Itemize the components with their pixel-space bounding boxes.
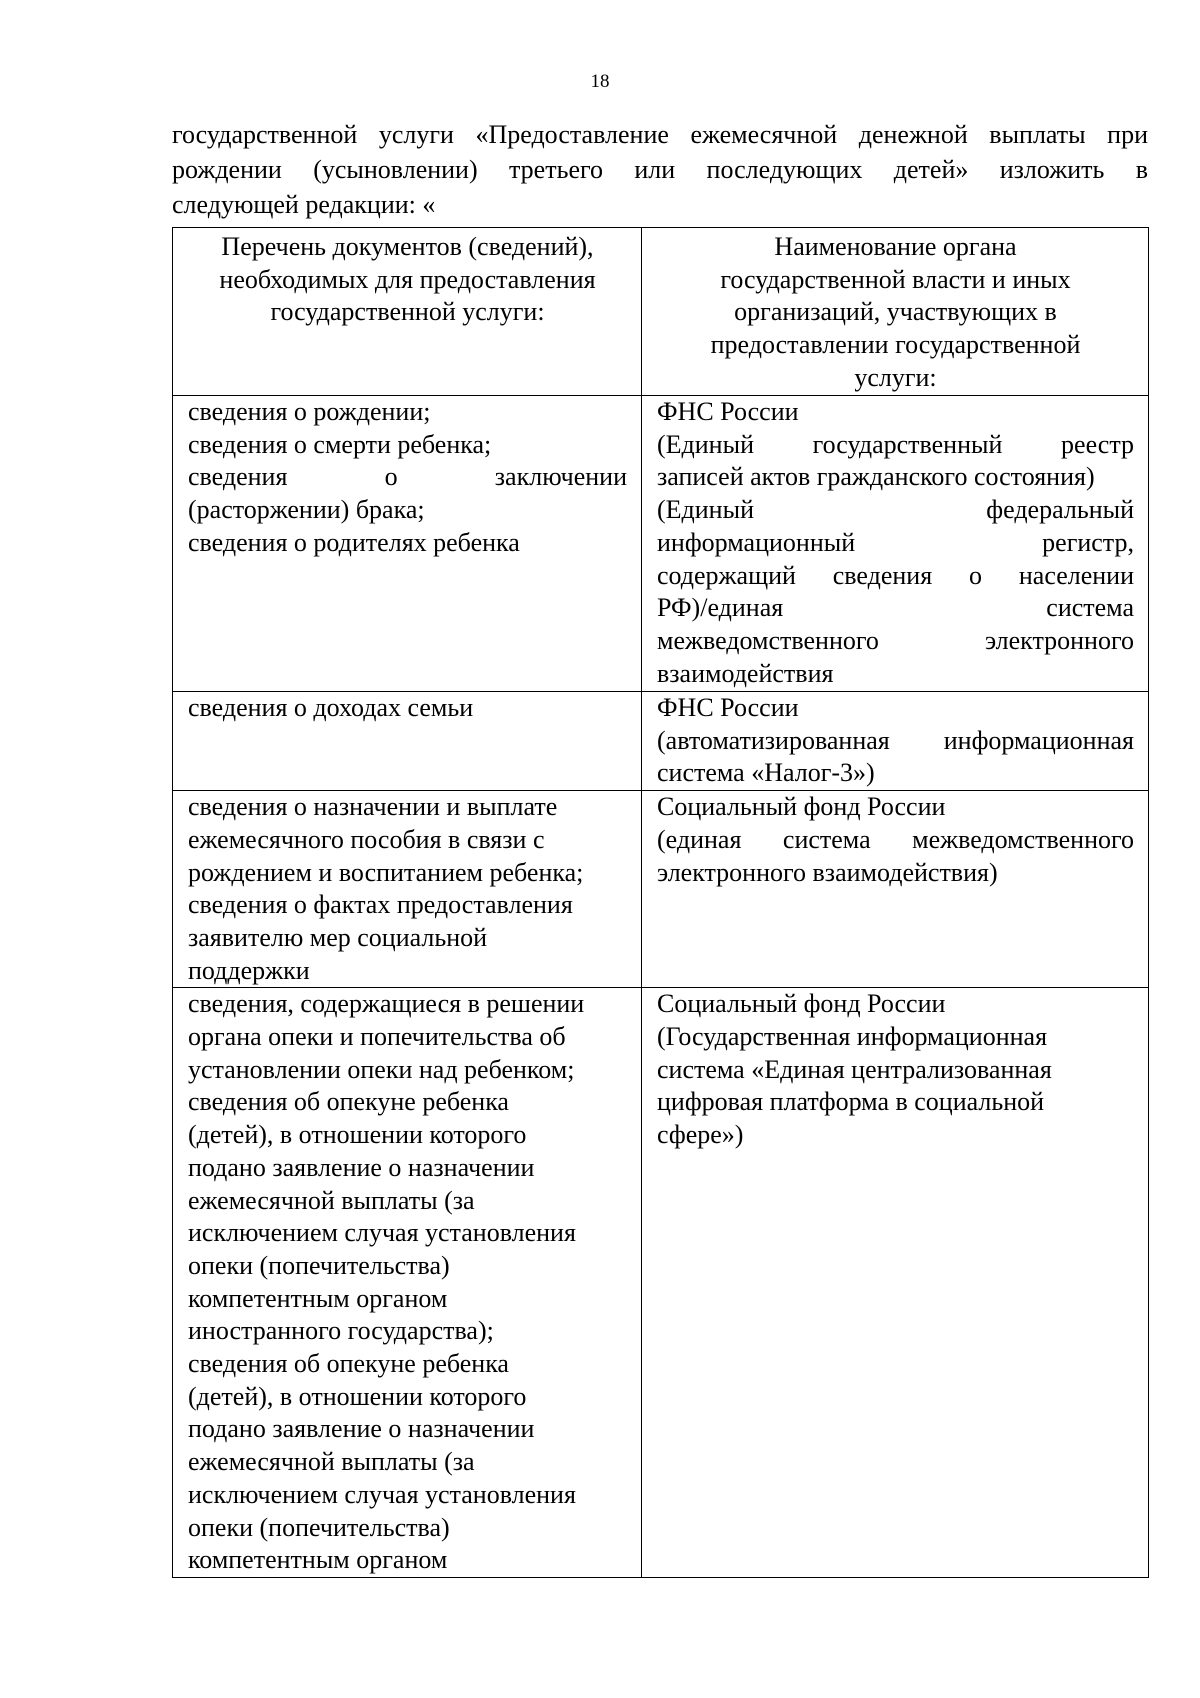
cell-line: компетентным органом: [188, 1283, 448, 1313]
cell-line: сведения о доходах семьи: [188, 693, 474, 722]
cell-line: исключением случая установления: [188, 1479, 576, 1509]
cell-line: поддержки: [188, 955, 310, 985]
cell-line: (автоматизированная информационная: [657, 725, 1134, 755]
cell-line: записей актов гражданского состояния): [657, 462, 1095, 492]
cell-line: (детей), в отношении которого: [188, 1381, 527, 1411]
header-line: услуги:: [854, 362, 937, 392]
cell-line: РФ)/единая система: [657, 593, 1134, 623]
cell-line: иностранного государства);: [188, 1316, 494, 1346]
cell-line: органа опеки и попечительства об: [188, 1022, 566, 1052]
documents-table: [172, 227, 1149, 1578]
cell-line: сведения, содержащиеся в решении: [188, 989, 585, 1019]
cell-line: опеки (попечительства): [188, 1512, 450, 1542]
cell-line: информационный регистр,: [657, 527, 1134, 557]
header-documents-list: [173, 228, 642, 396]
header-line: Наименование органа: [774, 232, 1017, 261]
cell-line: опеки (попечительства): [188, 1250, 450, 1280]
cell-line: система «Единая централизованная: [657, 1054, 1052, 1084]
cell-line: (Единый федеральный: [657, 495, 1134, 525]
cell-line: Социальный фонд России: [657, 989, 946, 1019]
table-row: [173, 791, 1149, 988]
header-line: Перечень документов (сведений),: [221, 232, 594, 261]
header-authority-name: [642, 228, 1149, 396]
table-row: [173, 396, 1149, 692]
cell-line: подано заявление о назначении: [188, 1152, 535, 1182]
cell-line: взаимодействия: [657, 658, 834, 688]
intro-paragraph: [172, 117, 1148, 222]
intro-line: рождении (усыновлении) третьего или последующих детей» изложить в: [172, 155, 1148, 184]
cell-line: подано заявление о назначении: [188, 1414, 535, 1444]
header-line: предоставлении государственной: [710, 330, 1081, 360]
cell-line: исключением случая установления: [188, 1218, 576, 1248]
cell-line: (детей), в отношении которого: [188, 1120, 527, 1150]
cell-line: межведомственного электронного: [657, 625, 1134, 655]
cell-line: рождением и воспитанием ребенка;: [188, 857, 584, 887]
intro-line: государственной услуги «Предоставление ежемесячной денежной выплаты при: [172, 120, 1148, 149]
authority-cell: [642, 988, 1149, 1578]
cell-line: компетентным органом: [188, 1545, 448, 1575]
header-line: необходимых для предоставления: [219, 264, 596, 294]
table-row: [173, 692, 1149, 791]
cell-line: сведения о фактах предоставления: [188, 890, 573, 920]
table-row: [173, 988, 1149, 1578]
cell-line: электронного взаимодействия): [657, 857, 998, 887]
cell-line: сведения о рождении;: [188, 397, 431, 426]
documents-cell: [173, 396, 642, 692]
header-line: государственной власти и иных: [720, 264, 1071, 294]
cell-line: ФНС России: [657, 693, 799, 722]
page-number: 18: [590, 71, 610, 92]
cell-line: сведения о смерти ребенка;: [188, 429, 492, 459]
cell-line: заявителю мер социальной: [188, 922, 488, 952]
table-header-row: [173, 228, 1149, 396]
documents-cell: [173, 692, 642, 791]
cell-line: (Государственная информационная: [657, 1022, 1048, 1052]
header-line: государственной услуги:: [270, 297, 545, 327]
cell-line: цифровая платформа в социальной: [657, 1087, 1045, 1117]
cell-line: сфере»): [657, 1120, 744, 1150]
authority-cell: [642, 791, 1149, 988]
cell-line: Социальный фонд России: [657, 792, 946, 822]
cell-line: установлении опеки над ребенком;: [188, 1054, 575, 1084]
documents-cell: [173, 988, 642, 1578]
cell-line: ежемесячной выплаты (за: [188, 1447, 475, 1477]
documents-cell: [173, 791, 642, 988]
cell-line: сведения о назначении и выплате: [188, 792, 558, 822]
cell-line: система «Налог-3»): [657, 758, 875, 788]
cell-line: ежемесячного пособия в связи с: [188, 824, 545, 854]
cell-line: сведения о родителях ребенка: [188, 527, 520, 557]
cell-line: ФНС России: [657, 397, 799, 426]
cell-line: сведения об опекуне ребенка: [188, 1087, 509, 1117]
cell-line: сведения о заключении: [188, 462, 627, 492]
cell-line: сведения об опекуне ребенка: [188, 1349, 509, 1379]
cell-line: (Единый государственный реестр: [657, 429, 1134, 459]
header-line: организаций, участвующих в: [734, 297, 1057, 327]
cell-line: содержащий сведения о населении: [657, 560, 1134, 590]
authority-cell: [642, 396, 1149, 692]
cell-line: (единая система межведомственного: [657, 824, 1134, 854]
authority-cell: [642, 692, 1149, 791]
cell-line: ежемесячной выплаты (за: [188, 1185, 475, 1215]
cell-line: (расторжении) брака;: [188, 495, 425, 525]
intro-line: следующей редакции: «: [172, 190, 436, 219]
